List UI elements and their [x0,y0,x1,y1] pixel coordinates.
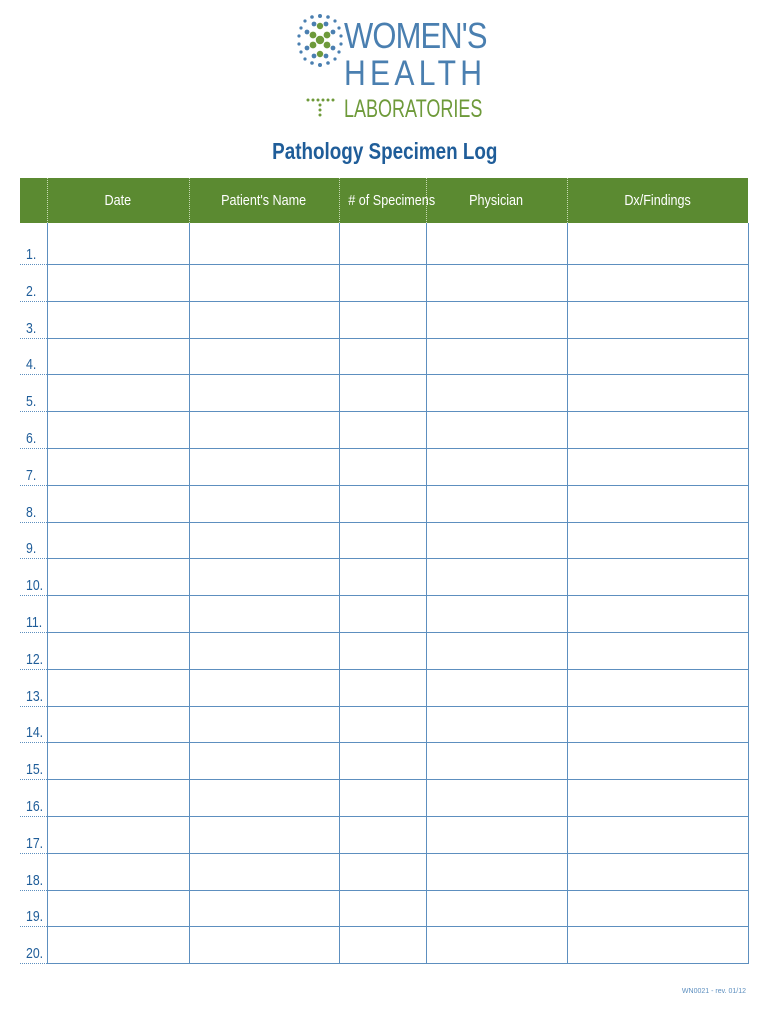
logo-line-womens: WOMEN'S [344,15,487,56]
row-number-label: 14. [26,724,44,742]
table-row [20,448,748,485]
row-number-label: 20. [26,945,44,963]
table-row [20,485,748,522]
dx-findings-field[interactable] [567,301,748,338]
specimens-field[interactable] [339,412,426,449]
date-field[interactable] [47,780,189,817]
dx-findings-field[interactable] [567,780,748,817]
specimens-field[interactable] [339,596,426,633]
column-header-physician: Physician [426,178,567,223]
patient-name-field[interactable] [189,485,339,522]
row-number [20,853,47,890]
row-number [20,743,47,780]
table-row [20,890,748,927]
row-number-label: 7. [26,466,37,484]
patient-name-field[interactable] [189,816,339,853]
row-number-label: 1. [26,246,37,263]
table-row [20,522,748,559]
dx-findings-field[interactable] [567,485,748,522]
physician-field[interactable] [426,265,567,302]
dx-findings-field[interactable] [567,448,748,485]
specimens-field[interactable] [339,853,426,890]
date-field[interactable] [47,338,189,375]
row-number [20,559,47,596]
specimens-field[interactable] [339,890,426,927]
row-number-label: 3. [26,319,37,337]
physician-field[interactable] [426,706,567,743]
specimens-field[interactable] [339,485,426,522]
physician-field[interactable] [426,522,567,559]
patient-name-field[interactable] [189,338,339,375]
row-number [20,223,47,265]
patient-name-field[interactable] [189,223,339,265]
specimens-field[interactable] [339,338,426,375]
row-number [20,338,47,375]
patient-name-field[interactable] [189,448,339,485]
row-number-label: 5. [26,393,37,411]
flower-dots-icon [296,12,344,124]
specimens-field[interactable] [339,265,426,302]
table-row [20,223,748,265]
table-row [20,706,748,743]
table-row [20,596,748,633]
row-number-label: 18. [26,871,44,889]
patient-name-field[interactable] [189,301,339,338]
dx-findings-field[interactable] [567,596,748,633]
patient-name-field[interactable] [189,853,339,890]
table-row [20,780,748,817]
row-number [20,265,47,302]
date-field[interactable] [47,412,189,449]
date-field[interactable] [47,265,189,302]
physician-field[interactable] [426,927,567,964]
specimens-field[interactable] [339,223,426,265]
table-row [20,559,748,596]
dx-findings-field[interactable] [567,559,748,596]
patient-name-field[interactable] [189,743,339,780]
row-number [20,448,47,485]
physician-field[interactable] [426,669,567,706]
physician-field[interactable] [426,223,567,265]
logo-line-health: HEALTH [344,54,487,93]
row-number [20,596,47,633]
date-field[interactable] [47,301,189,338]
specimens-field[interactable] [339,927,426,964]
row-number [20,485,47,522]
physician-field[interactable] [426,301,567,338]
dx-findings-field[interactable] [567,853,748,890]
row-number [20,301,47,338]
specimens-field[interactable] [339,816,426,853]
dx-findings-field[interactable] [567,375,748,412]
row-number [20,412,47,449]
table-row [20,412,748,449]
date-field[interactable] [47,816,189,853]
date-field[interactable] [47,522,189,559]
date-field[interactable] [47,706,189,743]
specimens-field[interactable] [339,780,426,817]
row-number [20,375,47,412]
logo-line-laboratories: LABORATORIES [344,95,483,123]
patient-name-field[interactable] [189,559,339,596]
date-field[interactable] [47,559,189,596]
dx-findings-field[interactable] [567,412,748,449]
specimens-field[interactable] [339,743,426,780]
physician-field[interactable] [426,853,567,890]
column-header-dx-findings: Dx/Findings [567,178,748,223]
specimens-field[interactable] [339,448,426,485]
dx-findings-field[interactable] [567,632,748,669]
column-header-patient-name: Patient's Name [189,178,339,223]
table-row [20,375,748,412]
physician-field[interactable] [426,632,567,669]
physician-field[interactable] [426,743,567,780]
row-number-label: 2. [26,282,37,300]
dx-findings-field[interactable] [567,890,748,927]
specimen-log-table [20,178,749,964]
specimens-field[interactable] [339,706,426,743]
patient-name-field[interactable] [189,596,339,633]
physician-field[interactable] [426,816,567,853]
row-number [20,816,47,853]
date-field[interactable] [47,632,189,669]
dx-findings-field[interactable] [567,265,748,302]
row-number [20,706,47,743]
column-header-specimens: # of Specimens [339,178,426,223]
row-number-label: 10. [26,577,44,595]
dx-findings-field[interactable] [567,669,748,706]
table-row [20,743,748,780]
date-field[interactable] [47,596,189,633]
specimens-field[interactable] [339,632,426,669]
dx-findings-field[interactable] [567,223,748,265]
row-number [20,890,47,927]
dx-findings-field[interactable] [567,522,748,559]
patient-name-field[interactable] [189,780,339,817]
row-number [20,632,47,669]
table-header-row [20,178,748,223]
physician-field[interactable] [426,780,567,817]
date-field[interactable] [47,890,189,927]
physician-field[interactable] [426,338,567,375]
row-number [20,927,47,964]
physician-field[interactable] [426,559,567,596]
row-number-label: 16. [26,797,44,815]
physician-field[interactable] [426,412,567,449]
row-number-label: 9. [26,540,37,558]
table-row [20,853,748,890]
date-field[interactable] [47,485,189,522]
dx-findings-field[interactable] [567,338,748,375]
row-number-label: 6. [26,429,37,447]
row-number-label: 11. [26,613,43,631]
table-row [20,301,748,338]
row-number-label: 12. [26,650,44,668]
patient-name-field[interactable] [189,265,339,302]
physician-field[interactable] [426,375,567,412]
physician-field[interactable] [426,596,567,633]
table-row [20,632,748,669]
physician-field[interactable] [426,448,567,485]
dx-findings-field[interactable] [567,706,748,743]
date-field[interactable] [47,853,189,890]
company-logo [296,12,486,124]
page-title: Pathology Specimen Log [272,138,498,164]
physician-field[interactable] [426,485,567,522]
date-field[interactable] [47,448,189,485]
table-row [20,338,748,375]
table-row [20,669,748,706]
patient-name-field[interactable] [189,412,339,449]
row-number [20,522,47,559]
dx-findings-field[interactable] [567,816,748,853]
specimens-field[interactable] [339,522,426,559]
row-number-label: 15. [26,761,44,779]
physician-field[interactable] [426,890,567,927]
table-row [20,265,748,302]
row-number-label: 13. [26,687,44,705]
patient-name-field[interactable] [189,522,339,559]
patient-name-field[interactable] [189,706,339,743]
patient-name-field[interactable] [189,927,339,964]
date-field[interactable] [47,223,189,265]
dx-findings-field[interactable] [567,927,748,964]
patient-name-field[interactable] [189,632,339,669]
specimens-field[interactable] [339,559,426,596]
date-field[interactable] [47,375,189,412]
specimens-field[interactable] [339,375,426,412]
specimens-field[interactable] [339,669,426,706]
table-row [20,816,748,853]
date-field[interactable] [47,743,189,780]
dx-findings-field[interactable] [567,743,748,780]
date-field[interactable] [47,927,189,964]
form-code: WN0021 - rev. 01/12 [681,988,746,995]
table-body [20,223,748,964]
row-number-label: 4. [26,356,37,374]
row-number-label: 19. [26,908,44,926]
patient-name-field[interactable] [189,890,339,927]
row-number-label: 17. [26,834,44,852]
patient-name-field[interactable] [189,375,339,412]
column-header-date: Date [47,178,189,223]
patient-name-field[interactable] [189,669,339,706]
date-field[interactable] [47,669,189,706]
row-number-label: 8. [26,503,37,521]
row-number [20,780,47,817]
table-row [20,927,748,964]
specimens-field[interactable] [339,301,426,338]
row-number [20,669,47,706]
column-header-number [20,178,47,223]
